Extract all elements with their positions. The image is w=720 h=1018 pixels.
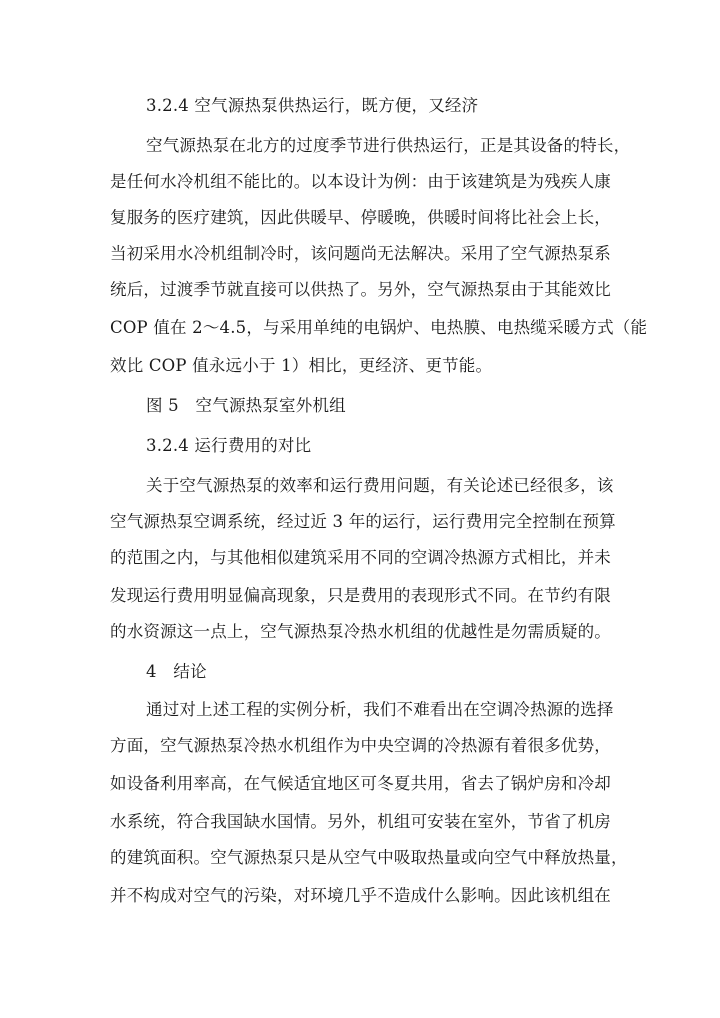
paragraph-line: 发现运行费用明显偏高现象，只是费用的表现形式不同。在节约有限 [110,586,611,605]
paragraph-line: 并不构成对空气的污染，对环境几乎不造成什么影响。因此该机组在 [110,886,611,905]
paragraph-line: 空气源热泵空调系统，经过近 3 年的运行，运行费用完全控制在预算 [110,512,616,531]
paragraph-line: 关于空气源热泵的效率和运行费用问题，有关论述已经很多，该 [146,476,614,495]
paragraph-line: 方面，空气源热泵冷热水机组作为中央空调的冷热源有着很多优势， [110,736,611,755]
paragraph-line: 统后，过渡季节就直接可以供热了。另外，空气源热泵由于其能效比 [110,280,611,299]
paragraph-line: 水系统，符合我国缺水国情。另外，机组可安装在室外，节省了机房 [110,812,611,831]
paragraph-line: 的水资源这一点上，空气源热泵冷热水机组的优越性是勿需质疑的。 [110,622,611,641]
paragraph-line: 如设备利用率高，在气候适宜地区可冬夏共用，省去了锅炉房和冷却 [110,774,611,793]
paragraph-line: COP 值在 2～4.5，与采用单纯的电锅炉、电热膜、电热缆采暖方式（能 [110,318,648,337]
paragraph-line: 通过对上述工程的实例分析，我们不难看出在空调冷热源的选择 [146,700,614,719]
paragraph-line: 的建筑面积。空气源热泵只是从空气中吸取热量或向空气中释放热量， [110,848,628,867]
paragraph-line: 空气源热泵在北方的过度季节进行供热运行，正是其设备的特长， [146,136,631,155]
figure-caption: 图 5 空气源热泵室外机组 [146,396,346,415]
paragraph-line: 是任何水冷机组不能比的。以本设计为例：由于该建筑是为残疾人康 [110,172,611,191]
paragraph-line: 复服务的医疗建筑，因此供暖早、停暖晚，供暖时间将比社会上长， [110,208,611,227]
section-heading-3-2-4-cost: 3.2.4 运行费用的对比 [146,436,312,455]
paragraph-line: 效比 COP 值永远小于 1）相比，更经济、更节能。 [110,356,493,375]
section-heading-3-2-4: 3.2.4 空气源热泵供热运行，既方便，又经济 [146,96,479,115]
section-heading-conclusion: 4 结论 [146,662,207,681]
paragraph-line: 当初采用水冷机组制冷时，该问题尚无法解决。采用了空气源热泵系 [110,244,611,263]
paragraph-line: 的范围之内，与其他相似建筑采用不同的空调冷热源方式相比，并未 [110,548,611,567]
